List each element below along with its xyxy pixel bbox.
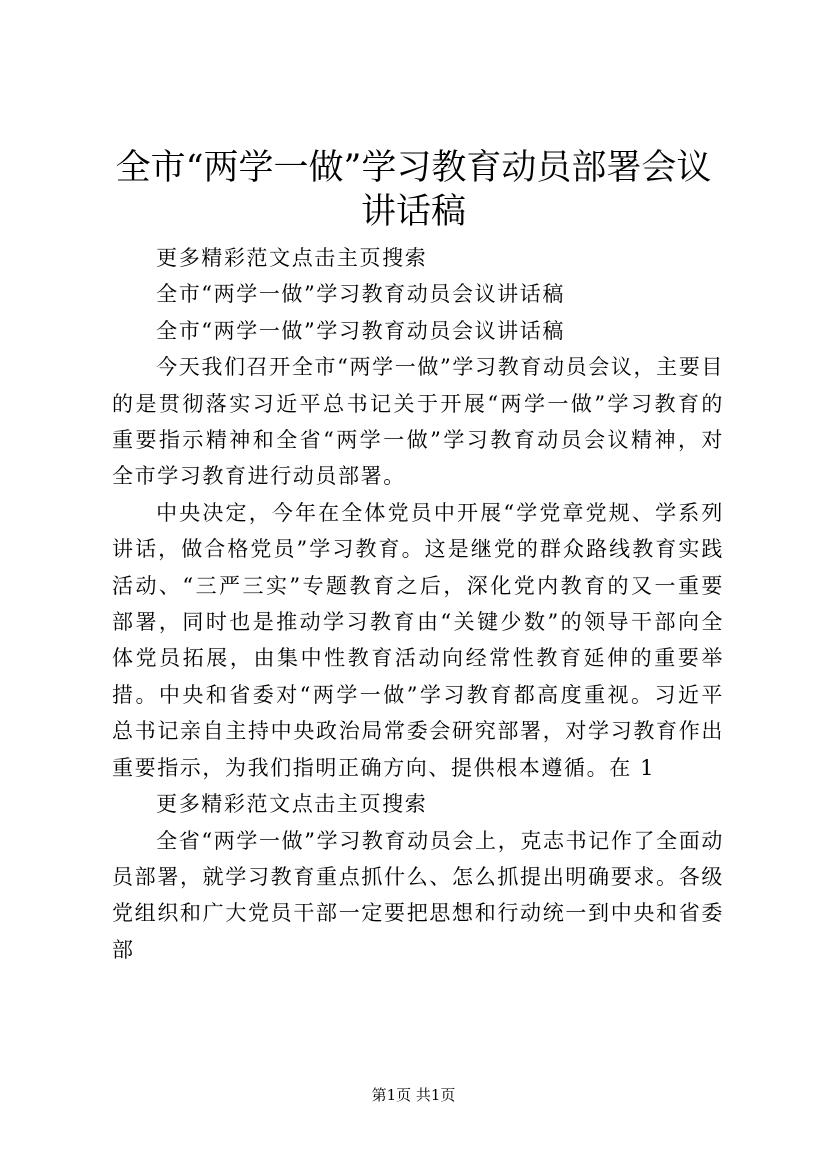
page-footer: 第1页 共1页	[371, 1086, 456, 1104]
promo-line: 更多精彩范文点击主页搜索	[156, 246, 428, 270]
document-body	[112, 240, 724, 968]
body-paragraph: 全省“两学一做”学习教育动员会上，克志书记作了全面动员部署，就学习教育重点抓什么、怎么抓提出明确要求。各级党组织和广大党员干部一定要把思想和行动统一到中央和省委部	[112, 828, 724, 962]
promo-line: 更多精彩范文点击主页搜索	[156, 792, 428, 817]
subtitle-line: 全市“两学一做”学习教育动员会议讲话稿	[156, 318, 565, 343]
subtitle-line: 全市“两学一做”学习教育动员会议讲话稿	[156, 282, 565, 307]
body-paragraph: 今天我们召开全市“两学一做”学习教育动员会议，主要目的是贯彻落实习近平总书记关于开展“两学一做”学习教育的重要指示精神和全省“两学一做”学习教育动员会议精神，对全市学习教育进行动员部署。	[112, 355, 724, 489]
body-paragraph: 中央决定，今年在全体党员中开展“学党章党规、学系列讲话，做合格党员”学习教育。这是继党的群众路线教育实践活动、“三严三实”专题教育之后，深化党内教育的又一重要部署，同时也是推动学习教育由“关键少数”的领导干部向全体党员拓展，由集中性教育活动向经常性教育延伸的重要举措。中央和省委对“两学一做”学习教育都高度重视。习近平总书记亲自主持中央政治局常委会研究部署，对学习教育作出重要指示，为我们指明正确方向、提供根本遵循。在 1	[112, 500, 724, 780]
document-title: 全市“两学一做”学习教育动员部署会议讲话稿	[115, 148, 712, 232]
